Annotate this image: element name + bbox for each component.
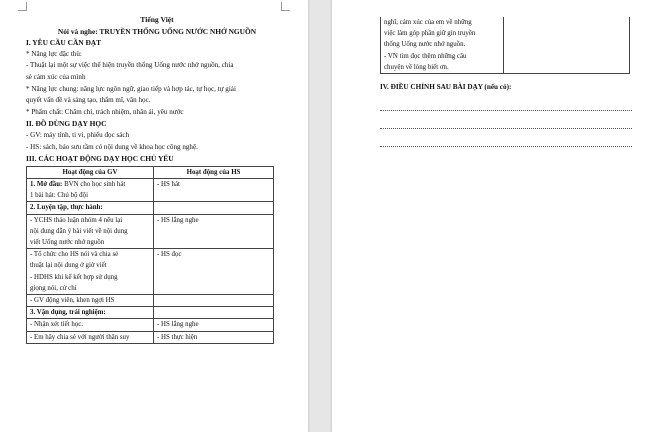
cell-line: - Tổ chức cho HS nói và chia sẻ: [30, 251, 119, 259]
section-heading-2: II. ĐỒ DÙNG DẠY HỌC: [26, 119, 107, 129]
table-cell-hs[interactable]: [154, 294, 274, 306]
table-cell-gv[interactable]: [27, 214, 154, 249]
table-cell-hs[interactable]: - HS đọc: [154, 249, 274, 295]
table-row: [27, 249, 274, 295]
table-cell-hs[interactable]: - HS lắng nghe: [154, 319, 274, 331]
table-cell-gv[interactable]: [381, 17, 504, 74]
page-corner-mark: [18, 2, 27, 11]
dotted-line: [380, 135, 632, 147]
cell-line: 1 bài hát: Chú bộ đội: [30, 192, 88, 200]
cell-line: việc làm góp phần giữ gìn truyền: [384, 30, 476, 38]
doc-title: Tiếng Việt: [140, 15, 174, 24]
section-heading-3: III. CÁC HOẠT ĐỘNG DẠY HỌC CHỦ YẾU: [26, 154, 174, 164]
cell-line: - HDHS khi kể kết hợp sử dụng: [30, 273, 118, 281]
section-heading-1: I. YÊU CẦU CẦN ĐẠT: [26, 38, 102, 48]
table-row: [27, 214, 274, 249]
paragraph: * Phẩm chất: Chăm chỉ, trách nhiệm, nhân ái, yêu nước: [26, 107, 184, 116]
cell-line: - YCHS thảo luận nhóm 4 nêu lại: [30, 216, 123, 224]
cell-line: thuật lại nội dung ở giờ viết: [30, 262, 107, 270]
paragraph: * Năng lực chung: năng lực ngôn ngữ, giao tiếp và hợp tác, tự học, tự giải: [26, 84, 236, 93]
document-page-left: [0, 0, 308, 432]
table-cell-gv[interactable]: [27, 249, 154, 295]
column-header-gv: Hoạt động của GV: [27, 166, 154, 178]
table-cell-gv[interactable]: [27, 178, 154, 201]
table-cell-hs[interactable]: - HS thực hiện: [154, 331, 274, 343]
paragraph: sẻ cảm xúc của mình: [26, 72, 86, 81]
table-row: [381, 17, 630, 74]
table-cell-gv[interactable]: 2. Luyện tập, thực hành:: [27, 202, 154, 214]
table-cell-gv[interactable]: - Em hãy chia sẻ với người thân suy: [27, 331, 154, 343]
table-cell-gv[interactable]: 3. Vận dụng, trải nghiệm:: [27, 307, 154, 319]
cell-line: chuyện về lòng biết ơn.: [384, 63, 449, 71]
cell-line: viết Uống nước nhớ nguồn: [30, 238, 105, 246]
column-header-hs: Hoạt động của HS: [154, 166, 274, 178]
cell-line: nội dung dẫn ý bài viết về nội dung: [30, 227, 128, 235]
table-cell-gv[interactable]: - GV động viên, khen ngợi HS: [27, 294, 154, 306]
table-header-row: [27, 166, 274, 178]
paragraph: - HS: sách, báo sưu tầm có nội dung về khoa học công nghệ.: [26, 142, 198, 151]
table-row: [27, 319, 274, 331]
page-corner-mark: [281, 2, 290, 11]
table-cell-hs[interactable]: - HS hát: [154, 178, 274, 201]
table-cell-hs[interactable]: [504, 17, 630, 74]
table-cell-hs[interactable]: [154, 307, 274, 319]
activity-table[interactable]: [26, 166, 274, 344]
table-row: [27, 178, 274, 201]
paragraph: - GV: máy tính, ti vi, phiếu đọc sách: [26, 130, 130, 139]
table-cell-gv[interactable]: - Nhận xét tiết học.: [27, 319, 154, 331]
cell-line: BVN cho học sinh hát: [64, 180, 126, 188]
paragraph: * Năng lực đặc thù:: [26, 49, 82, 58]
document-page-right: [332, 0, 650, 432]
dotted-line: [380, 117, 632, 129]
table-row: [27, 294, 274, 306]
paragraph: - Thuật lại một sự việc thể hiện truyền thống Uống nước nhớ nguồn, chia: [26, 61, 234, 70]
activity-table-continued[interactable]: [380, 17, 630, 74]
table-cell-hs[interactable]: [154, 202, 274, 214]
table-cell-hs[interactable]: - HS lắng nghe: [154, 214, 274, 249]
page-content[interactable]: [26, 14, 288, 344]
doc-subtitle: Nói và nghe: TRUYỀN THỐNG UỐNG NƯỚC NHỚ NGUỒN: [57, 26, 257, 36]
table-row: [27, 202, 274, 214]
cell-line: giọng nói, cử chỉ: [30, 284, 77, 292]
table-row: [27, 307, 274, 319]
cell-line: - VN tìm đọc thêm những câu: [384, 52, 467, 60]
page-content[interactable]: [380, 16, 632, 147]
cell-line: 1. Mở đầu:: [30, 180, 63, 188]
cell-line: thống Uống nước nhớ nguồn.: [384, 41, 466, 49]
cell-line: nghĩ, cảm xúc của em về những: [384, 19, 472, 26]
dotted-line: [380, 99, 632, 111]
paragraph: quyết vấn đề và sáng tạo, thẩm mĩ, văn học.: [26, 96, 151, 105]
table-row: [27, 331, 274, 343]
section-heading-4: IV. ĐIỀU CHỈNH SAU BÀI DẠY (nếu có):: [380, 83, 512, 92]
